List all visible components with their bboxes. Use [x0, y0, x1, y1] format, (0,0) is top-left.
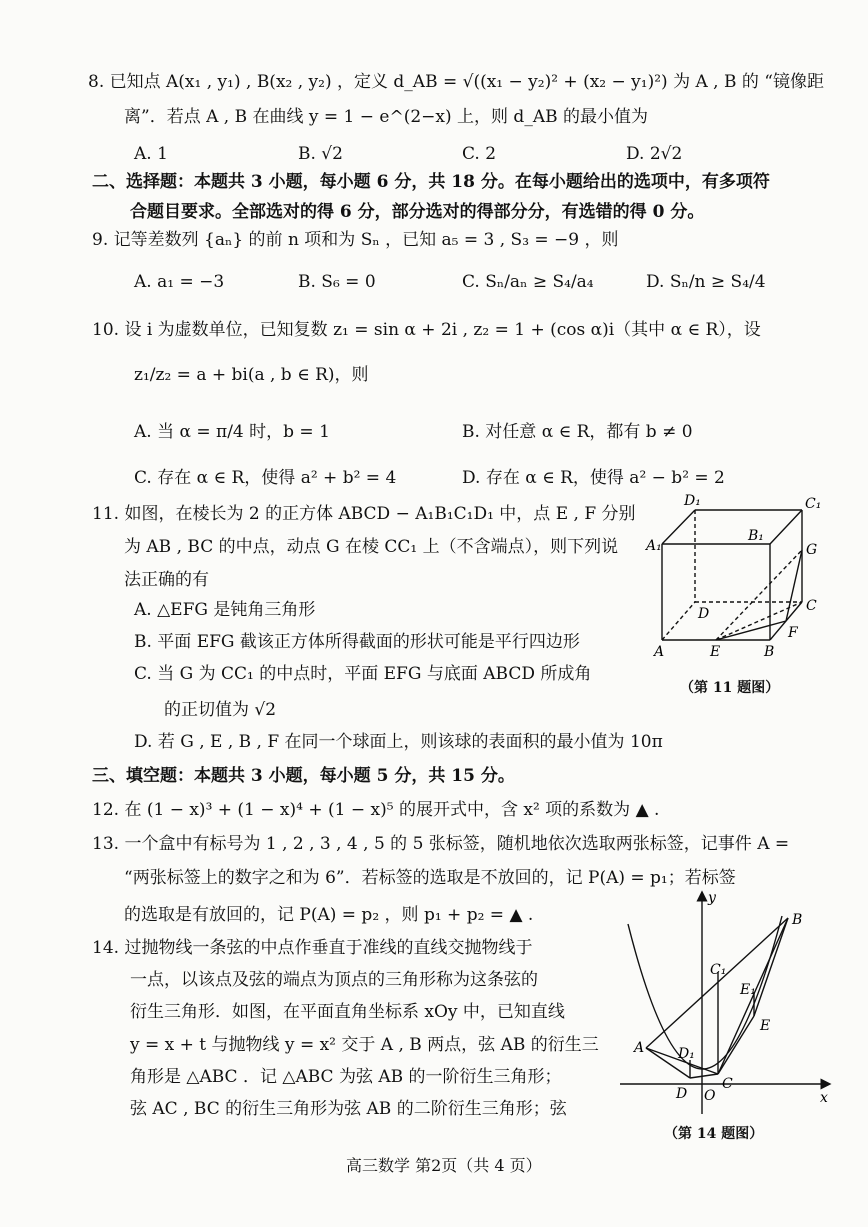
q11-stem-line2: 为 AB , BC 的中点，动点 G 在棱 CC₁ 上（不含端点），则下列说 — [124, 537, 619, 557]
label-a: A — [634, 1040, 645, 1056]
label-d1: D₁ — [678, 1046, 695, 1062]
label-c: C — [722, 1076, 733, 1092]
q14-stem-line6: 弦 AC , BC 的衍生三角形为弦 AB 的二阶衍生三角形；弦 — [130, 1099, 567, 1119]
label-c1: C₁ — [710, 962, 727, 978]
q8-stem-line1: 8. 已知点 A(x₁ , y₁) , B(x₂ , y₂) ，定义 d_AB = √((x₁ − y₂)² + (x₂ − y₁)²) 为 A , B 的 “镜像距 — [88, 72, 824, 92]
q14-stem-line3: 衍生三角形．如图，在平面直角坐标系 xOy 中，已知直线 — [130, 1002, 565, 1022]
label-e1: E₁ — [740, 982, 756, 998]
label-x: x — [820, 1090, 828, 1106]
label-a: A — [654, 644, 665, 660]
q10-option-b: B. 对任意 α ∈ R，都有 b ≠ 0 — [462, 422, 693, 442]
figure14-caption: （第 14 题图） — [664, 1126, 764, 1142]
segment-fg — [786, 550, 802, 621]
q14-stem-line4: y = x + t 与抛物线 y = x² 交于 A , B 两点，弦 AB 的衍生三 — [130, 1035, 599, 1055]
cube-figure — [640, 492, 830, 667]
q8-option-c: C. 2 — [462, 144, 497, 164]
q11-option-c-line1: C. 当 G 为 CC₁ 的中点时，平面 EFG 与底面 ABCD 所成角 — [134, 664, 592, 684]
q13-stem-line3: 的选取是有放回的，记 P(A) = p₂ ，则 p₁ + p₂ = ▲ . — [124, 905, 534, 925]
label-e: E — [760, 1018, 771, 1034]
q11-option-a: A. △EFG 是钝角三角形 — [134, 600, 316, 620]
label-d1: D₁ — [684, 493, 701, 509]
q11-stem-line1: 11. 如图，在棱长为 2 的正方体 ABCD − A₁B₁C₁D₁ 中，点 E , F 分别 — [92, 504, 636, 524]
segment-ec — [718, 1016, 754, 1074]
segment-dc — [690, 1074, 718, 1078]
q10-option-c: C. 存在 α ∈ R，使得 a² + b² = 4 — [134, 468, 397, 488]
q9-option-c: C. Sₙ/aₙ ≥ S₄/a₄ — [462, 272, 594, 292]
q8-stem-line2: 离”．若点 A , B 在曲线 y = 1 − e^(2−x) 上，则 d_AB 的最小值为 — [124, 107, 648, 127]
q13-stem-line2: “两张标签上的数字之和为 6”．若标签的选取是不放回的，记 P(A) = p₁；若标签 — [124, 868, 736, 888]
q9-option-b: B. S₆ = 0 — [298, 272, 376, 292]
q11-option-c-line2: 的正切值为 √2 — [164, 700, 277, 720]
q11-option-d: D. 若 G , E , B , F 在同一个球面上，则该球的表面积的最小值为 10π — [134, 732, 663, 752]
label-d: D — [698, 606, 710, 622]
q9-option-d: D. Sₙ/n ≥ S₄/4 — [646, 272, 766, 292]
label-c1: C₁ — [805, 496, 822, 512]
section2-heading-line1: 二、选择题：本题共 3 小题，每小题 6 分，共 18 分。在每小题给出的选项中，有多项符 — [92, 172, 770, 192]
edge-ad — [662, 602, 695, 640]
q11-stem-line3: 法正确的有 — [124, 570, 209, 590]
q8-option-a: A. 1 — [134, 144, 168, 164]
label-b: B — [792, 912, 803, 928]
q14-stem-line2: 一点，以该点及弦的端点为顶点的三角形称为这条弦的 — [130, 970, 538, 990]
label-c: C — [806, 598, 817, 614]
q11-option-b: B. 平面 EFG 截该正方体所得截面的形状可能是平行四边形 — [134, 632, 580, 652]
label-a1: A₁ — [646, 538, 662, 554]
edge-a1d1 — [662, 510, 695, 544]
figure11-caption: （第 11 题图） — [680, 680, 780, 696]
q8-option-d: D. 2√2 — [626, 144, 683, 164]
q10-option-a: A. 当 α = π/4 时，b = 1 — [134, 422, 330, 442]
edge-b1c1 — [770, 510, 802, 544]
q14-stem-line5: 角形是 △ABC ．记 △ABC 为弦 AB 的一阶衍生三角形； — [130, 1067, 562, 1087]
q13-stem-line1: 13. 一个盒中有标号为 1 , 2 , 3 , 4 , 5 的 5 张标签，随机地依次选取两张标签，记事件 A = — [92, 834, 790, 854]
label-b: B — [764, 644, 775, 660]
label-g: G — [806, 542, 818, 558]
label-o: O — [704, 1088, 716, 1104]
label-d: D — [676, 1086, 688, 1102]
q10-stem-line2: z₁/z₂ = a + bi(a , b ∈ R)，则 — [134, 365, 369, 385]
section2-heading-line2: 合题目要求。全部选对的得 6 分，部分选对的得部分分，有选错的得 0 分。 — [130, 202, 705, 222]
q14-stem-line1: 14. 过抛物线一条弦的中点作垂直于准线的直线交抛物线于 — [92, 938, 533, 958]
q9-option-a: A. a₁ = −3 — [134, 272, 225, 292]
label-f: F — [788, 625, 798, 641]
parabola-curve — [628, 916, 782, 1069]
label-b1: B₁ — [748, 528, 764, 544]
section3-heading: 三、填空题：本题共 3 小题，每小题 5 分，共 15 分。 — [92, 766, 515, 786]
label-e: E — [710, 644, 721, 660]
q10-option-d: D. 存在 α ∈ R，使得 a² − b² = 2 — [462, 468, 725, 488]
q9-stem: 9. 记等差数列 {aₙ} 的前 n 项和为 Sₙ ，已知 a₅ = 3 , S₃ = −9 ，则 — [92, 230, 619, 250]
parabola-figure — [612, 888, 834, 1120]
label-y: y — [708, 890, 716, 906]
page-footer: 高三数学 第2页（共 4 页） — [346, 1156, 542, 1175]
q12-stem: 12. 在 (1 − x)³ + (1 − x)⁴ + (1 − x)⁵ 的展开式中，含 x² 项的系数为 ▲ . — [92, 800, 660, 820]
q10-stem-line1: 10. 设 i 为虚数单位，已知复数 z₁ = sin α + 2i , z₂ = 1 + (cos α)i（其中 α ∈ R），设 — [92, 320, 761, 340]
q8-option-b: B. √2 — [298, 144, 343, 164]
